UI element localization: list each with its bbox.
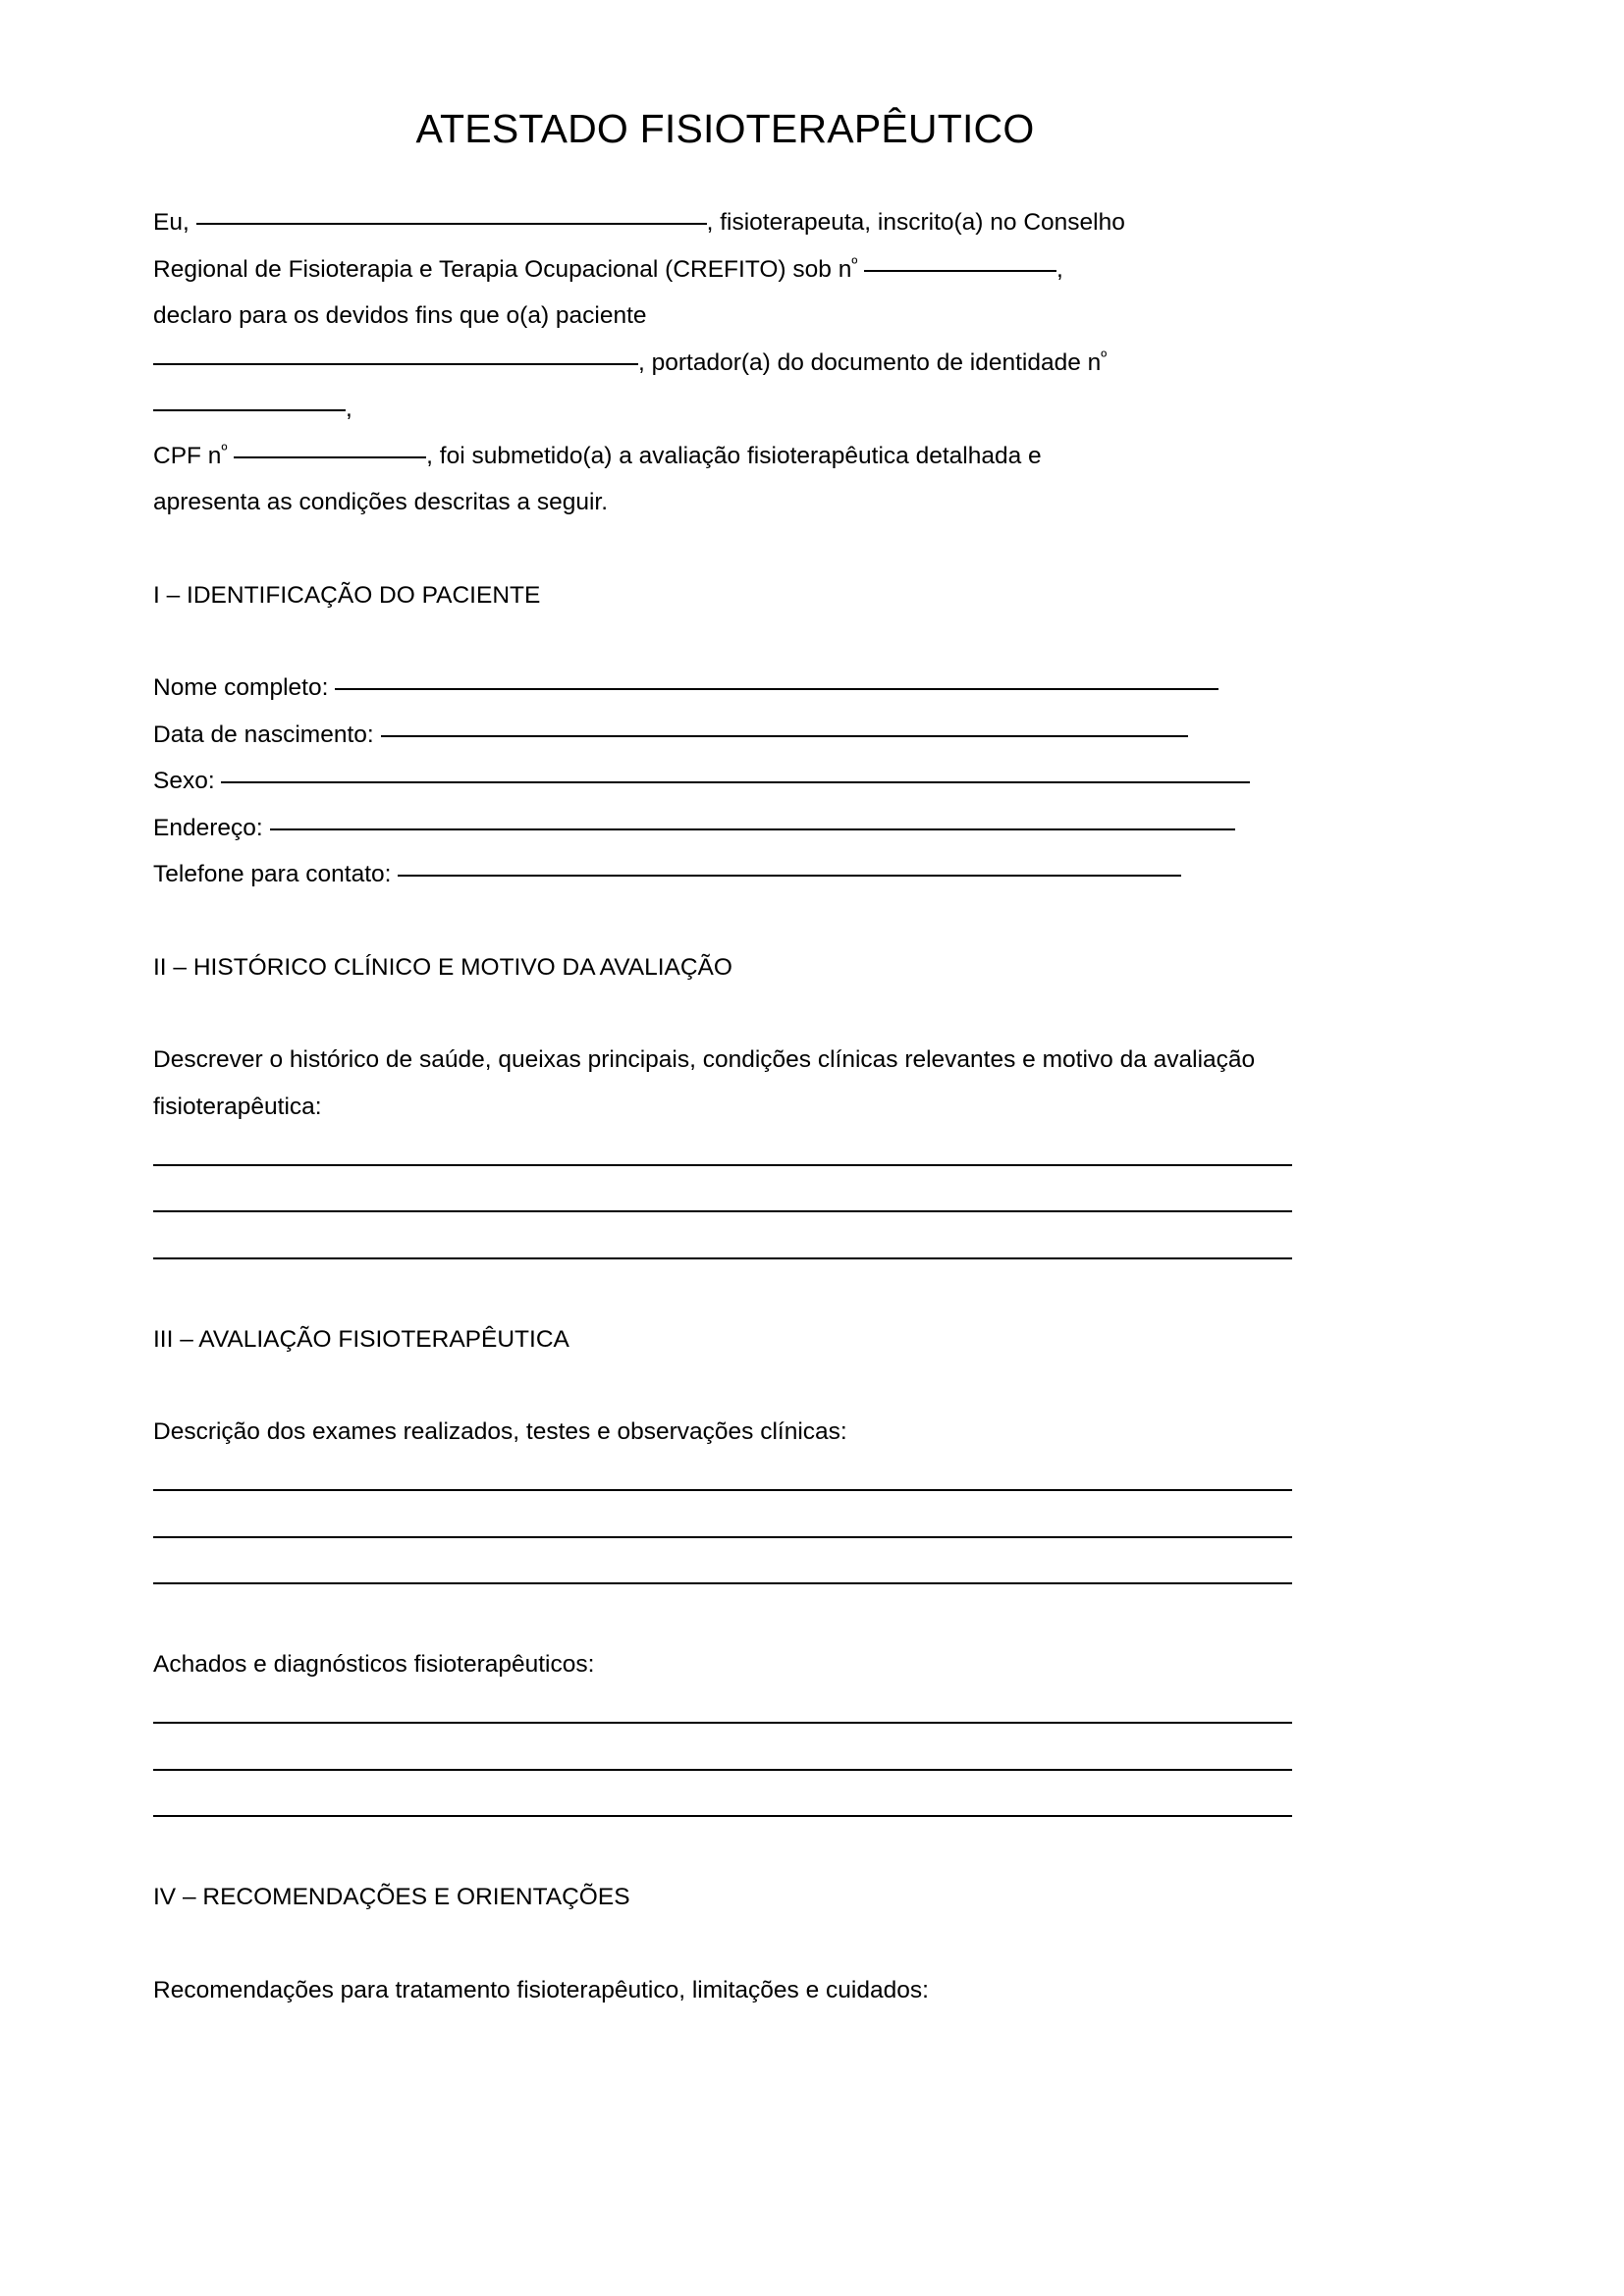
answer-line-historico-3[interactable] (153, 1223, 1292, 1270)
blank-therapist-name[interactable] (196, 223, 707, 225)
spacer-before-section-3 (153, 1270, 1297, 1316)
field-input-sexo[interactable] (221, 781, 1250, 783)
ordinal-indicator-identidade: º (1101, 347, 1108, 366)
field-label-data-nascimento: Data de nascimento: (153, 721, 381, 748)
section-heading-avaliacao: III – AVALIAÇÃO FISIOTERAPÊUTICA (153, 1325, 569, 1353)
answer-line-exames-1[interactable] (153, 1456, 1292, 1503)
intro-line-6-suffix: , foi submetido(a) a avaliação fisioterapêutica detalhada e (426, 442, 1042, 469)
answer-line-historico-1[interactable] (153, 1130, 1292, 1177)
intro-line-2-prefix: Regional de Fisioterapia e Terapia Ocupacional (CREFITO) sob n (153, 255, 852, 283)
spacer-section-2-prompt (153, 990, 1297, 1037)
field-data-nascimento (153, 712, 1297, 759)
spacer-section-4-prompt (153, 1921, 1297, 1967)
section-heading-historico: II – HISTÓRICO CLÍNICO E MOTIVO DA AVALIAÇÃO (153, 953, 732, 981)
field-input-data-nascimento[interactable] (381, 735, 1188, 737)
field-endereco (153, 805, 1297, 852)
prompt-recomendacoes-tratamento: Recomendações para tratamento fisioterapêutico, limitações e cuidados: (153, 1976, 929, 2003)
intro-line-5 (153, 386, 1322, 433)
field-nome-completo (153, 665, 1297, 712)
field-label-telefone-contato: Telefone para contato: (153, 861, 399, 888)
intro-line-6-prefix: CPF n (153, 442, 222, 469)
spacer-section-3-prompt-1 (153, 1362, 1297, 1409)
field-telefone-contato (153, 851, 1297, 898)
blank-cpf-number[interactable] (234, 456, 426, 458)
intro-line-6-space (227, 443, 234, 469)
spacer-before-section-2 (153, 898, 1297, 944)
answer-line-achados-1[interactable] (153, 1688, 1292, 1735)
answer-line-achados-3[interactable] (153, 1782, 1292, 1829)
field-input-endereco[interactable] (270, 828, 1235, 830)
intro-line-7: apresenta as condições descritas a seguir. (153, 489, 609, 516)
field-input-nome-completo[interactable] (335, 688, 1218, 690)
intro-line-4 (153, 340, 1322, 387)
prompt-avaliacao-achados: Achados e diagnósticos fisioterapêuticos: (153, 1651, 595, 1679)
document-body (153, 0, 1297, 2013)
answer-line-achados-2[interactable] (153, 1735, 1292, 1782)
intro-line-5-suffix: , (346, 396, 352, 423)
intro-line-3: declaro para os devidos fins que o(a) paciente (153, 302, 647, 330)
section-heading-identificacao: I – IDENTIFICAÇÃO DO PACIENTE (153, 581, 541, 609)
blank-patient-name[interactable] (153, 363, 638, 365)
field-input-telefone-contato[interactable] (398, 875, 1181, 877)
spacer-section-3-prompt-2 (153, 1595, 1297, 1641)
intro-line-4-suffix: , portador(a) do documento de identidade n (638, 348, 1102, 376)
intro-line-2 (153, 246, 1322, 294)
spacer-section-1-fields (153, 618, 1297, 665)
answer-line-exames-3[interactable] (153, 1549, 1292, 1596)
intro-line-2-space (857, 256, 864, 283)
prompt-avaliacao-exames: Descrição dos exames realizados, testes e observações clínicas: (153, 1418, 847, 1446)
answer-line-historico-2[interactable] (153, 1177, 1292, 1224)
intro-line-1-prefix: Eu, (153, 209, 196, 237)
section-heading-recomendacoes: IV – RECOMENDAÇÕES E ORIENTAÇÕES (153, 1884, 630, 1911)
ordinal-indicator-cpf: º (221, 441, 228, 459)
answer-line-exames-2[interactable] (153, 1502, 1292, 1549)
spacer-before-section-4 (153, 1828, 1297, 1874)
spacer-before-section-1 (153, 526, 1297, 572)
ordinal-indicator-crefito: º (851, 254, 858, 273)
blank-crefito-number[interactable] (864, 270, 1056, 272)
field-sexo (153, 758, 1297, 805)
prompt-historico-descricao: Descrever o histórico de saúde, queixas principais, condições clínicas relevantes e motivo da avaliação fisioterapêutica: (153, 1046, 1262, 1120)
intro-line-1 (153, 199, 1322, 246)
intro-line-2-suffix: , (1056, 255, 1063, 283)
page-title: ATESTADO FISIOTERAPÊUTICO (415, 106, 1035, 151)
intro-line-1-suffix: , fisioterapeuta, inscrito(a) no Conselho (706, 209, 1125, 237)
field-label-nome-completo: Nome completo: (153, 674, 336, 702)
spacer-after-title (153, 153, 1297, 199)
intro-line-6 (153, 433, 1322, 480)
blank-identity-document-number[interactable] (153, 409, 346, 411)
field-label-sexo: Sexo: (153, 768, 222, 795)
field-label-endereco: Endereço: (153, 814, 270, 841)
